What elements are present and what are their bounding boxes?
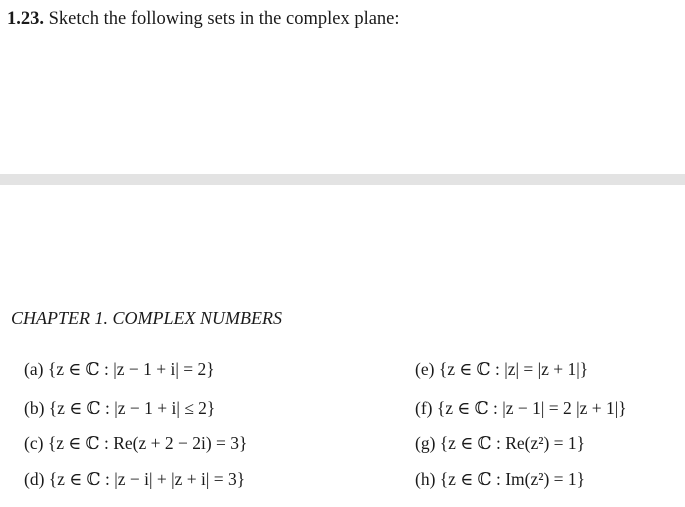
item-label: (h) [415, 469, 436, 489]
item-label: (c) [24, 433, 44, 453]
exercise-item-a [24, 357, 215, 381]
exercise-item-h [415, 467, 585, 491]
item-label: (e) [415, 359, 435, 379]
exercise-item-d [24, 467, 245, 491]
item-label: (g) [415, 433, 436, 453]
item-label: (a) [24, 359, 44, 379]
item-expression: {z ∈ ℂ : |z − 1 + i| = 2} [47, 359, 215, 379]
page-divider [0, 174, 685, 185]
exercise-item-c [24, 431, 247, 455]
item-expression: {z ∈ ℂ : Re(z²) = 1} [439, 433, 586, 453]
exercise-item-g [415, 431, 585, 455]
problem-statement [7, 6, 400, 32]
item-expression: {z ∈ ℂ : |z − i| + |z + i| = 3} [48, 469, 246, 489]
running-header: CHAPTER 1. COMPLEX NUMBERS [11, 308, 282, 328]
item-label: (d) [24, 469, 45, 489]
exercise-item-b [24, 396, 215, 420]
item-expression: {z ∈ ℂ : Im(z²) = 1} [439, 469, 586, 489]
item-label: (f) [415, 398, 433, 418]
item-expression: {z ∈ ℂ : Re(z + 2 − 2i) = 3} [47, 433, 248, 453]
item-label: (b) [24, 398, 45, 418]
problem-text: Sketch the following sets in the complex plane: [48, 9, 400, 29]
item-expression: {z ∈ ℂ : |z − 1 + i| ≤ 2} [48, 398, 216, 418]
item-expression: {z ∈ ℂ : |z − 1| = 2 |z + 1|} [436, 398, 627, 418]
problem-number: 1.23. [7, 9, 44, 29]
exercise-item-e [415, 357, 588, 381]
item-expression: {z ∈ ℂ : |z| = |z + 1|} [438, 359, 589, 379]
exercise-item-f [415, 396, 627, 420]
